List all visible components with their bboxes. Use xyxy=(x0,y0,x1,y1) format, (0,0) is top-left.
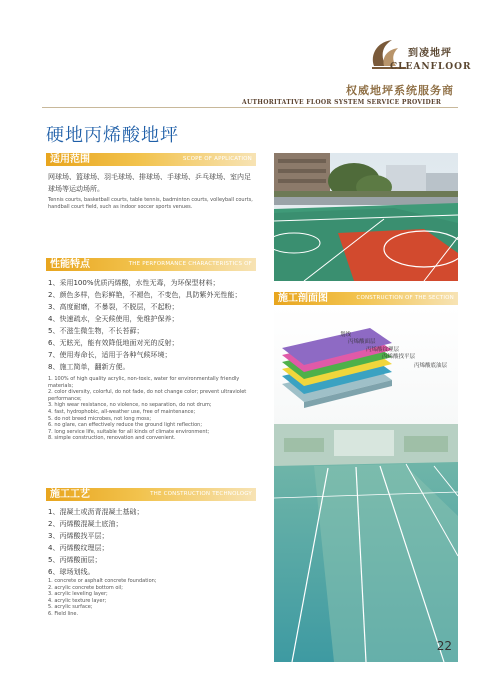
list-item: 1、采用100%优质丙烯酸，水性无毒，为环保型材料； xyxy=(48,279,220,287)
technology-list-en xyxy=(48,578,156,618)
list-item: 2、颜色多样，色彩鲜艳，不褪色，不变色，具防紫外光性能； xyxy=(48,291,242,299)
list-item: 4. fast, hydrophobic, all-weather use, free of maintenance; xyxy=(48,408,196,415)
section-layer-label: 丙烯酸面层 xyxy=(348,339,376,345)
list-item: 6、球场划线。 xyxy=(48,568,95,576)
technology-list-cn xyxy=(48,506,143,578)
court-photo-outdoor xyxy=(274,153,458,281)
list-item: 3. high wear resistance, no violence, no separation, do not drum; xyxy=(48,402,212,409)
slogan-cn: 权威地坪系统服务商 xyxy=(346,84,454,97)
court-photo-outdoor-image xyxy=(274,153,458,281)
section-view-bar xyxy=(274,292,458,305)
list-item: 6. Field line. xyxy=(48,610,79,617)
slogan-en: AUTHORITATIVE FLOOR SYSTEM SERVICE PROVIDER xyxy=(242,99,442,106)
court-photo-indoor-image xyxy=(274,306,458,662)
list-item: 5、丙烯酸面层； xyxy=(48,556,102,564)
list-item: 7. long service life, suitable for all kinds of climate environment; xyxy=(48,428,210,435)
section-layer-label: 丙烯酸纹理层 xyxy=(366,347,400,353)
scope-text-en: Tennis courts, basketball courts, table tennis, badminton courts, volleyball courts, handball court field, such as indoor soccer sports venues. xyxy=(48,197,253,210)
section-view-title-cn: 施工剖面图 xyxy=(278,293,328,304)
list-item: 2. color diversity, colorful, do not fade, do not change color; prevent ultraviolet performance; xyxy=(48,389,247,402)
performance-title-en: THE PERFORMANCE CHARACTERISTICS OF xyxy=(128,261,252,267)
list-item: 1. 100% of high quality acrylic, non-toxic, water for environmentally friendly materials; xyxy=(48,376,240,389)
list-item: 8. simple construction, renovation and convenient. xyxy=(48,435,176,442)
scope-title-cn: 适用范围 xyxy=(50,154,90,165)
section-layer-label: 丙烯酸底油层 xyxy=(414,363,448,369)
list-item: 5. acrylic surface; xyxy=(48,604,93,611)
brand-logo xyxy=(368,36,472,80)
logo-text-en: CLEANFLOOR xyxy=(390,62,472,72)
performance-section-bar xyxy=(46,258,256,271)
list-item: 4. acrylic texture layer; xyxy=(48,597,107,604)
header-divider xyxy=(42,107,458,108)
performance-list-cn xyxy=(48,277,241,373)
technology-title-cn: 施工工艺 xyxy=(50,489,90,500)
section-view-title-en: CONSTRUCTION OF THE SECTION xyxy=(356,295,454,301)
list-item: 5、不滋生微生物，不长苔藓； xyxy=(48,327,144,335)
page-number: 22 xyxy=(436,639,452,653)
technology-section-bar xyxy=(46,488,256,501)
list-item: 2. acrylic concrete bottom oil; xyxy=(48,584,123,591)
performance-list-en xyxy=(48,376,258,442)
court-photo-indoor xyxy=(274,306,458,662)
section-layer-label: 丙烯酸找平层 xyxy=(382,354,416,360)
list-item: 4、快速疏水，全天候使用，免维护保养； xyxy=(48,315,179,323)
performance-title-cn: 性能特点 xyxy=(50,259,90,270)
list-item: 7、使用寿命长，适用于各种气候环境； xyxy=(48,351,172,359)
list-item: 3、丙烯酸找平层； xyxy=(48,532,109,540)
list-item: 1、混凝土或沥青混凝土基础； xyxy=(48,508,144,516)
scope-title-en: SCOPE OF APPLICATION xyxy=(182,156,252,162)
technology-title-en: THE CONSTRUCTION TECHNOLOGY xyxy=(150,491,252,497)
list-item: 6、无眩光，能有效降低地面对光的反射； xyxy=(48,339,179,347)
scope-text-cn: 网球场、篮球场、羽毛球场、排球场、手球场、乒乓球场、室内足球场等运动场所。 xyxy=(48,173,251,193)
list-item: 6. no glare, can effectively reduce the ground light reflection; xyxy=(48,422,203,429)
list-item: 2、丙烯酸混凝土底油； xyxy=(48,520,123,528)
list-item: 4、丙烯酸纹理层； xyxy=(48,544,109,552)
list-item: 5. do not breed microbes, not long moss; xyxy=(48,415,152,422)
list-item: 8、施工简单，翻新方便。 xyxy=(48,363,130,371)
list-item: 3、高度耐磨，不暴裂，不脱层，不起粉； xyxy=(48,303,179,311)
list-item: 1. concrete or asphalt concrete foundation; xyxy=(48,578,157,584)
logo-text-cn: 到凌地坪 xyxy=(408,48,452,59)
scope-section-bar xyxy=(46,153,256,166)
section-layer-label: 划线 xyxy=(340,332,352,338)
list-item: 3. acrylic leveling layer; xyxy=(48,591,108,598)
page-title: 硬地丙烯酸地坪 xyxy=(46,125,179,146)
